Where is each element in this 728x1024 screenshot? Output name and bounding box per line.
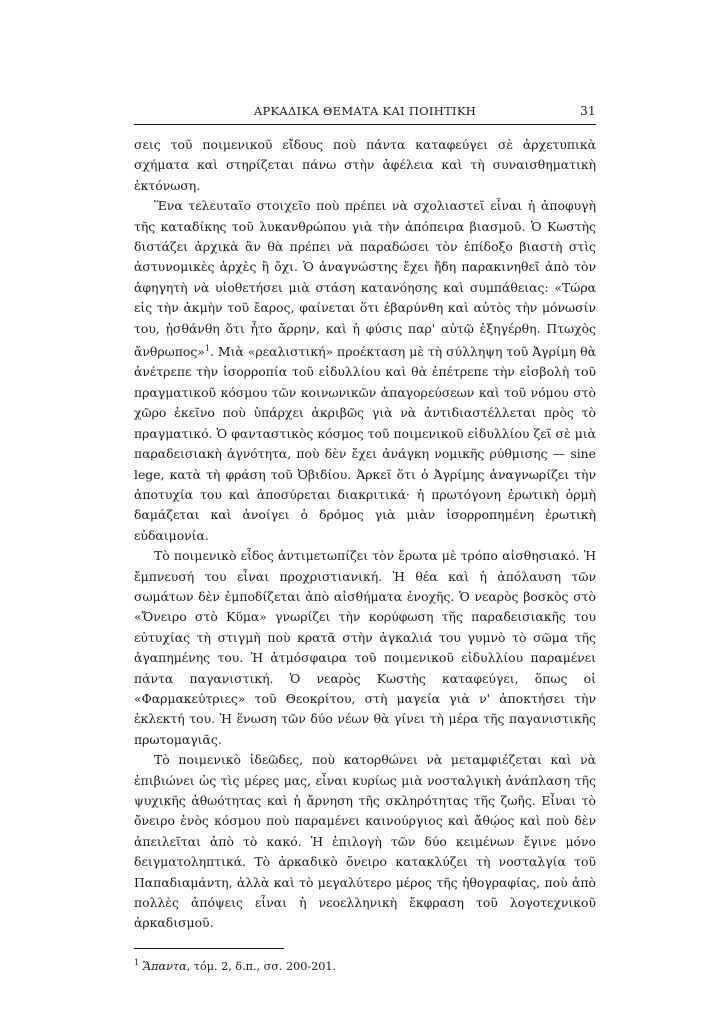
header-rule [134, 124, 596, 125]
running-title: ΑΡΚΑΔΙΚΑ ΘΕΜΑΤΑ ΚΑΙ ΠΟΙΗΤΙΚΗ [253, 104, 477, 118]
footnote-rule [134, 948, 284, 949]
paragraph-3: Τὸ ποιμενικὸ εἶδος ἀντιμετωπίζει τὸν ἔρωτα μὲ τρόπο αἰσθησιακό. Ἡ ἔμπνευσή του εἶναι προχριστιανική. Ἡ θέα καὶ ἡ ἀπόλαυση τῶν σωμάτων δὲν ἐμποδίζεται ἀπὸ αἰσθήματα ἐνοχῆς. Ὁ νεαρὸς βοσκὸς στὸ «Ὄνειρο στὸ Κῦμα» γνωρίζει τὴν κορύφωση τῆς παραδεισιακῆς του εὐτυχίας τὴ στιγμὴ ποὺ κρατᾶ στὴν ἀγκαλιά του γυμνὸ τὸ σῶμα τῆς ἀγαπημένης του. Ἡ ἀτμόσφαιρα τοῦ ποιμενικοῦ εἰδυλλίου παραμένει πάντα παγανιστική. Ὁ νεαρὸς Κωστὴς καταφεύγει, ὅπως οἱ «Φαρμακεύτριες» τοῦ Θεοκρίτου, στὴ μαγεία γιὰ ν' ἀποκτήσει τὴν ἐκλεκτή του. Ἡ ἕνωση τῶν δύο νέων θὰ γίνει τὴ μέρα τῆς παγανιστικῆς πρωτομαγιᾶς. [134, 548, 596, 747]
page-number: 31 [580, 104, 596, 118]
footnote-marker: 1 [134, 957, 140, 967]
footnote-reference: 1 [204, 344, 210, 354]
running-head [134, 104, 596, 122]
paragraph-2 [134, 196, 596, 546]
paragraph-2-part-a: Ἕνα τελευταῖο στοιχεῖο ποὺ πρέπει νὰ σχολιαστεῖ εἶναι ἡ ἀποφυγὴ τῆς καταδίκης τοῦ λυκανθρώπου γιὰ τὴν ἀπόπειρα βιασμοῦ. Ὁ Κωστὴς διστάζει ἀρχικὰ ἂν θὰ πρέπει νὰ παραδώσει τὸν ἐπίδοξο βιαστὴ στὶς ἀστυνομικὲς ἀρχὲς ἢ ὄχι. Ὁ ἀναγνώστης ἔχει ἤδη παρακινηθεῖ ἀπὸ τὸν ἀφηγητὴ νὰ υἱοθετήσει μιὰ στάση κατανόησης καὶ συμπάθειας: «Τώρα εἰς τὴν ἀκμὴν τοῦ ἔαρος, φαίνεται ὅτι ἐβαρύνθη καὶ αὐτὸς τὴν μόνωσίν του, ᾐσθάνθη ὅτι ἦτο ἄρρην, καὶ ἡ φύσις παρ' αὐτῷ ἐξηγέρθη. Πτωχὸς ἄνθρωπος» [134, 198, 596, 360]
page [134, 104, 596, 975]
footnote-citation: , τόμ. 2, δ.π., σσ. 200-201. [186, 959, 337, 973]
paragraph-4: Τὸ ποιμενικὸ ἰδεῶδες, ποὺ κατορθώνει νὰ μεταμφιέζεται καὶ νὰ ἐπιβιώνει ὡς τὶς μέρες μας, εἶναι κυρίως μιὰ νοσταλγικὴ ἀνάπλαση τῆς ψυχικῆς ἀθωότητας καὶ ἡ ἄρνηση τῆς σκληρότητας τῆς ζωῆς. Εἶναι τὸ ὄνειρο ἑνὸς κόσμου ποὺ παραμένει καινούργιος καὶ ἄθῴος καὶ ποὺ δὲν ἀπειλεῖται ἀπὸ τὸ κακό. Ἡ ἐπιλογὴ τῶν δύο κειμένων ἔγινε μόνο δειγματοληπτικά. Τὸ ἀρκαδικὸ ὄνειρο κατακλύζει τὴ νοσταλγία τοῦ Παπαδιαμάντη, ἀλλὰ καὶ τὸ μεγαλύτερο μέρος τῆς ἠθογραφίας, ποὺ ἀπὸ πολλὲς ἀπόψεις εἶναι ἡ νεοελληνικὴ ἔκφραση τοῦ λογοτεχνικοῦ ἀρκαδισμοῦ. [134, 752, 596, 931]
paragraph-1: σεις τοῦ ποιμενικοῦ εἴδους ποὺ πάντα καταφεύγει σὲ ἀρχετυπικὰ σχήματα καὶ στηρίζεται πάνω στὴν ἀφέλεια καὶ τὴ συναισθηματικὴ ἐκτόνωση. [134, 137, 596, 193]
footnote-work-title: Ἅπαντα [142, 959, 187, 973]
footnote [134, 955, 596, 975]
body-text [134, 135, 596, 934]
paragraph-2-part-b: . Μιὰ «ρεαλιστική» προέκταση μὲ τὴ σύλληψη τοῦ Ἀγρίμη θὰ ἀνέτρεπε τὴν ἰσορροπία τοῦ εἰδυλλίου καὶ θὰ ἐπέτρεπε τὴν εἰσβολὴ τοῦ πραγματικοῦ κόσμου τῶν κοινωνικῶν ἀπαγορεύσεων καὶ τοῦ νόμου στὸ χῶρο ἐκεῖνο ποὺ ὑπάρχει ἀκριβῶς γιὰ νὰ ἀντιδιαστέλλεται πρὸς τὸ πραγματικό. Ὁ φανταστικὸς κόσμος τοῦ ποιμενικοῦ εἰδυλλίου ζεῖ σὲ μιὰ παραδεισιακὴ ἀγνότητα, ποὺ δὲν ἔχει ἀνάγκη νομικῆς ρύθμισης — sine lege, κατὰ τὴ φράση τοῦ Ὀβιδίου. Ἀρκεῖ ὅτι ὁ Ἀγρίμης ἀναγνωρίζει τὴν ἀποτυχία του καὶ ἀποσύρεται διακριτικά· ἡ πρωτόγονη ἐρωτικὴ ὁρμὴ δαμάζεται καὶ ἀνοίγει ὁ δρόμος γιὰ μιὰν ἰσορροπημένη ἐρωτικὴ εὐδαιμονία. [134, 344, 596, 543]
